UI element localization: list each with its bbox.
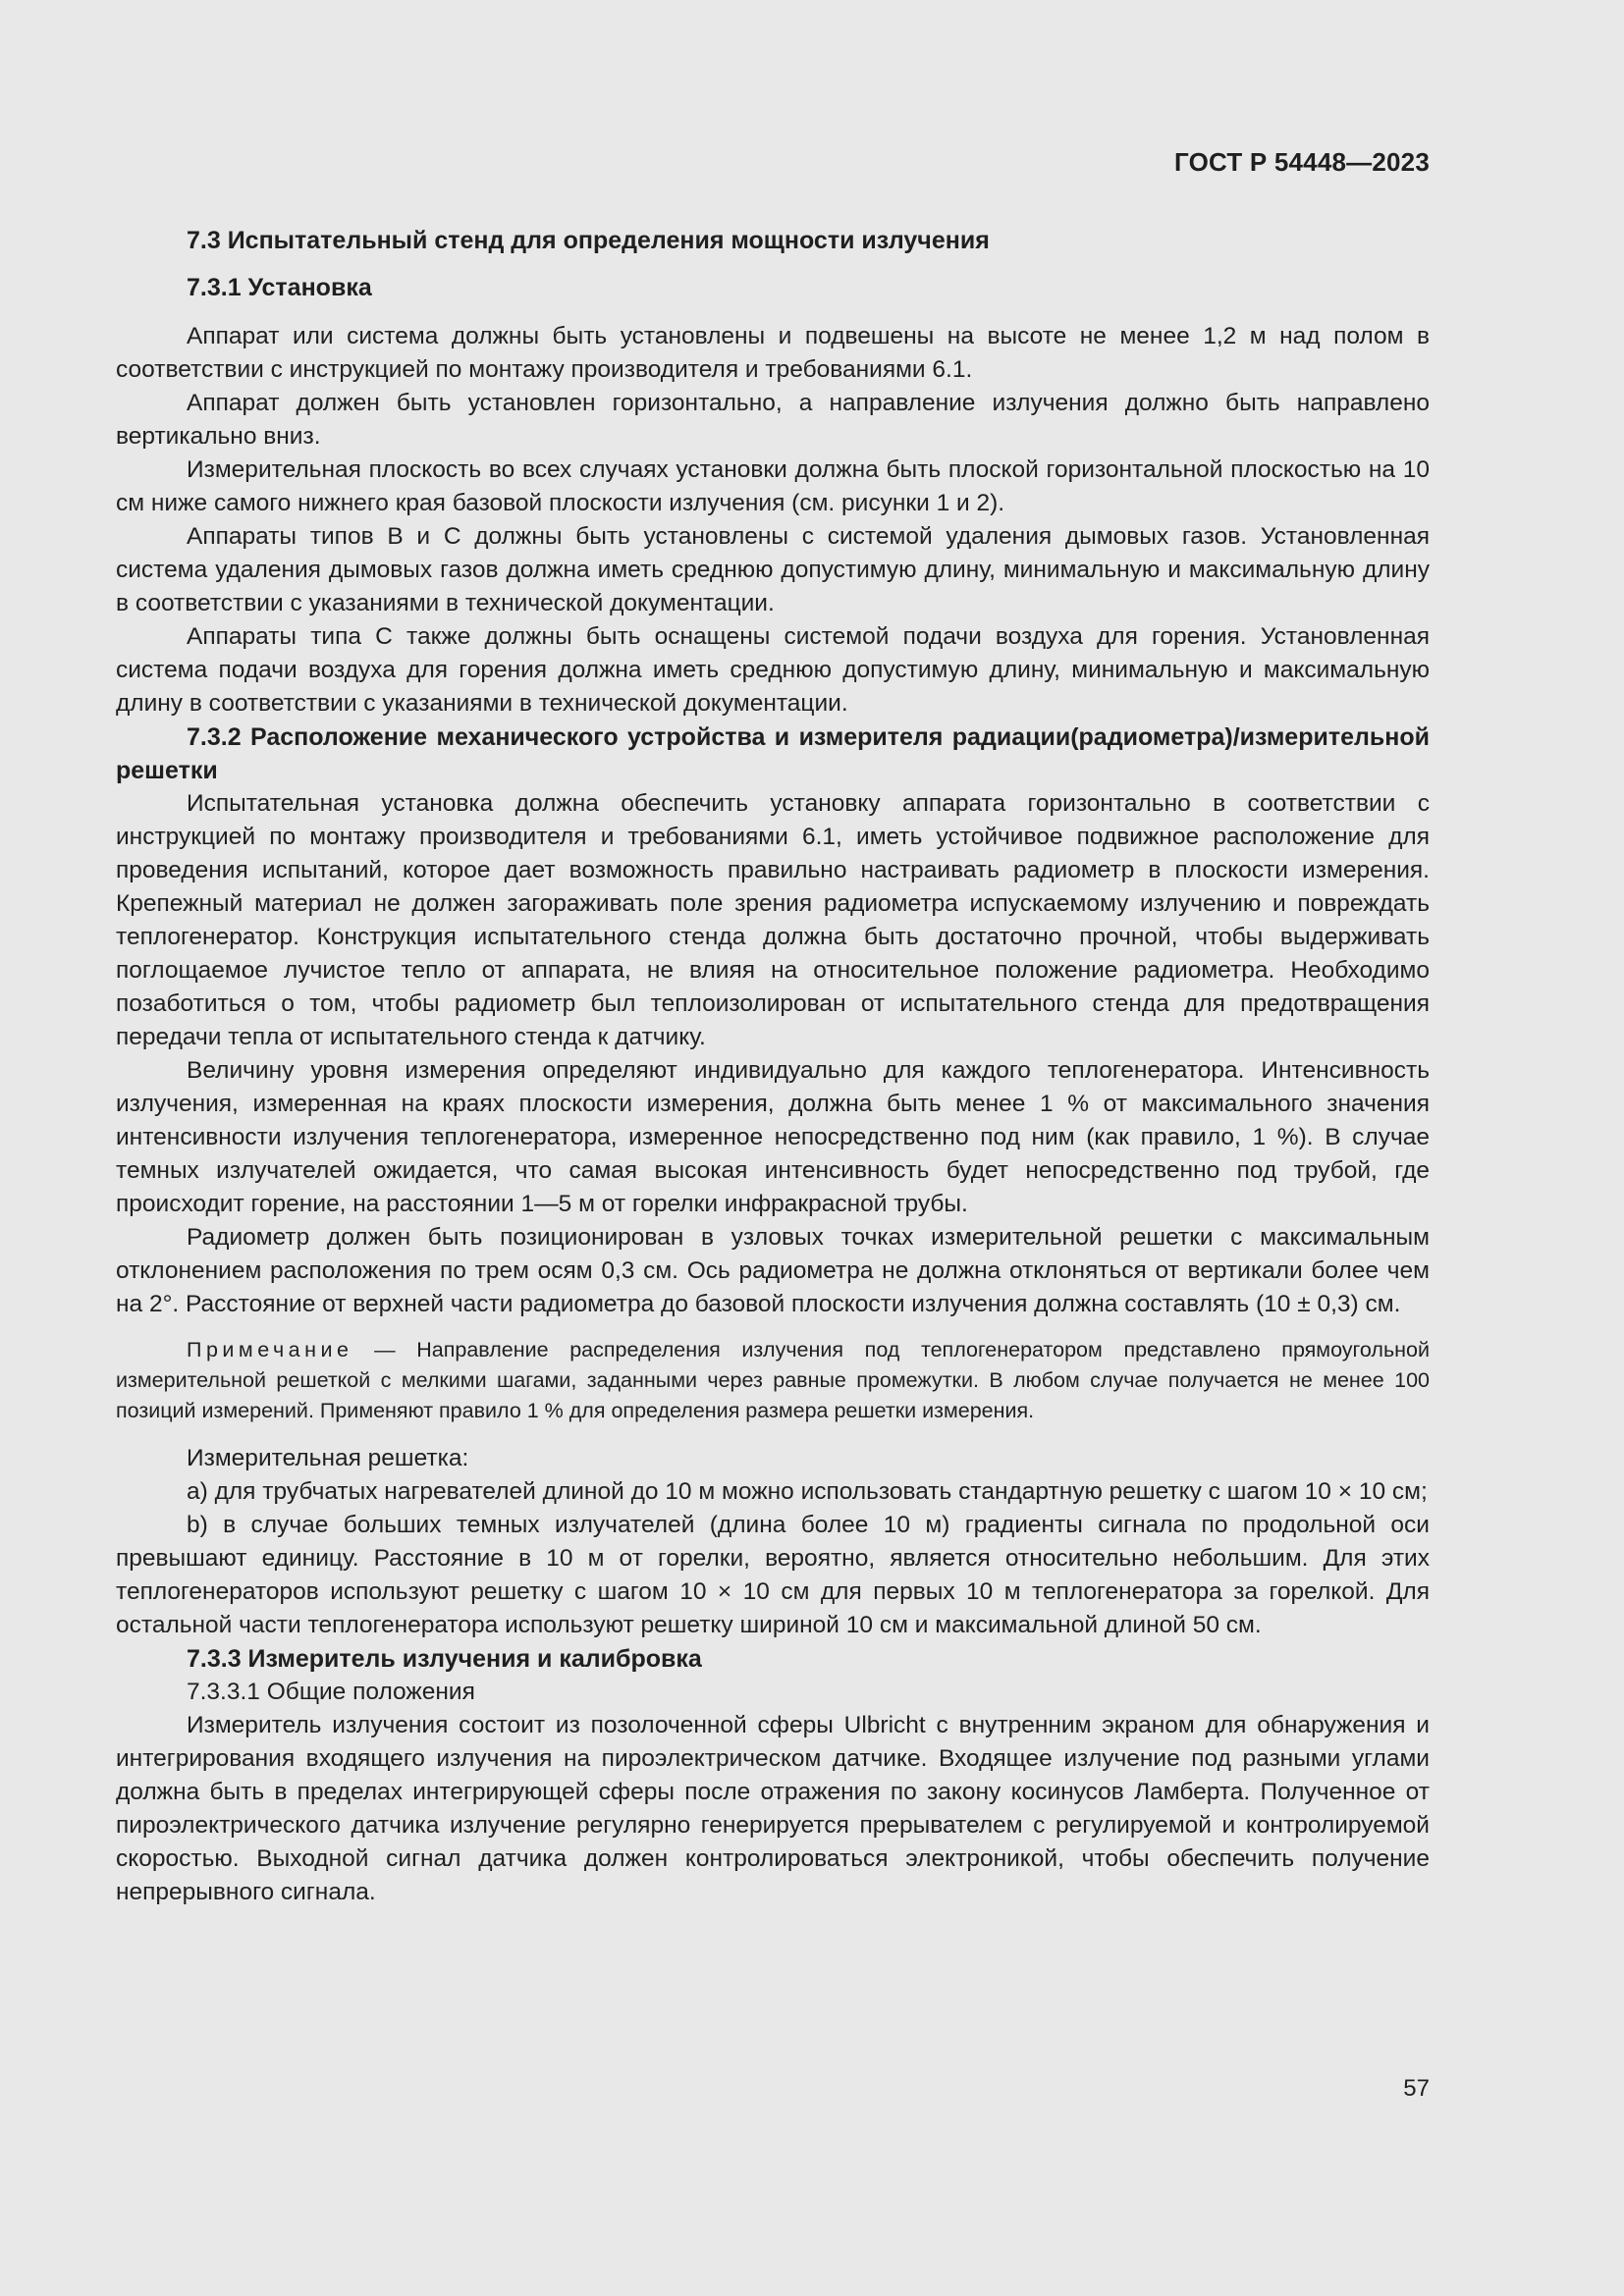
paragraph: Измеритель излучения состоит из позолоченной сферы Ulbricht с внутренним экраном для обнаружения и интегрирования входящего излучения на пироэлектрическом датчике. Входящее излучение под разными углами должна быть в пределах интегрирующей сферы после отражения по закону косинусов Ламберта. Полученное от пироэлектрического датчика излучение регулярно генерируется прерывателем с регулируемой и контролируемой скоростью. Выходной сигнал датчика должен контролироваться электроникой, чтобы обеспечить получение непрерывного сигнала. [116, 1712, 1430, 1905]
paragraph: Аппараты типа С также должны быть оснащены системой подачи воздуха для горения. Установленная система подачи воздуха для горения должна иметь среднюю допустимую длину, минимальную и максимальную длину в соответствии с указаниями в технической документации. [116, 623, 1430, 717]
section-heading-7-3-3: 7.3.3 Измеритель излучения и калибровка [187, 1645, 702, 1673]
section-heading-7-3-2: 7.3.2 Расположение механического устройства и измерителя радиации(радиометра)/измерительной решетки [116, 723, 1430, 784]
list-item: a) для трубчатых нагревателей длиной до 10 м можно использовать стандартную решетку с шагом 10 × 10 см; [187, 1478, 1428, 1505]
paragraph: Измерительная плоскость во всех случаях установки должна быть плоской горизонтальной плоскостью на 10 см ниже самого нижнего края базовой плоскости излучения (см. рисунки 1 и 2). [116, 456, 1430, 516]
paragraph: Радиометр должен быть позиционирован в узловых точках измерительной решетки с максимальным отклонением расположения по трем осям 0,3 см. Ось радиометра не должна отклоняться от вертикали более чем на 2°. Расстояние от верхней части радиометра до базовой плоскости излучения должна составлять (10 ± 0,3) см. [116, 1224, 1430, 1317]
section-heading-7-3-1: 7.3.1 Установка [187, 274, 372, 301]
page-content [116, 224, 1430, 1909]
list-item: b) в случае больших темных излучателей (длина более 10 м) градиенты сигнала по продольной оси превышают единицу. Расстояние в 10 м от горелки, вероятно, является относительно небольшим. Для этих теплогенераторов используют решетку с шагом 10 × 10 см для первых 10 м теплогенератора за горелкой. Для остальной части теплогенератора используют решетку шириной 10 см и максимальной длиной 50 см. [116, 1512, 1430, 1638]
standard-header: ГОСТ Р 54448—2023 [1174, 147, 1430, 177]
note-text: — Направление распределения излучения под теплогенератором представлено прямоугольной измерительной решеткой с мелкими шагами, заданными через равные промежутки. В любом случае получается не менее 100 позиций измерений. Применяют правило 1 % для определения размера решетки измерения. [116, 1338, 1430, 1422]
paragraph: Величину уровня измерения определяют индивидуально для каждого теплогенератора. Интенсивность излучения, измеренная на краях плоскости измерения, должна быть менее 1 % от максимального значения интенсивности излучения теплогенератора, измеренное непосредственно под ним (как правило, 1 %). В случае темных излучателей ожидается, что самая высокая интенсивность будет непосредственно под трубой, где происходит горение, на расстоянии 1—5 м от горелки инфракрасной трубы. [116, 1057, 1430, 1217]
paragraph: Испытательная установка должна обеспечить установку аппарата горизонтально в соответствии с инструкцией по монтажу производителя и требованиями 6.1, иметь устойчивое подвижное расположение для проведения испытаний, которое дает возможность правильно настраивать радиометр в плоскости измерения. Крепежный материал не должен загораживать поле зрения радиометра испускаемому излучению и повреждать теплогенератор. Конструкция испытательного стенда должна быть достаточно прочной, чтобы выдерживать поглощаемое лучистое тепло от аппарата, не влияя на относительное положение радиометра. Необходимо позаботиться о том, чтобы радиометр был теплоизолирован от испытательного стенда для предотвращения передачи тепла от испытательного стенда к датчику. [116, 790, 1430, 1050]
note-label: Примечание [187, 1338, 353, 1362]
paragraph: Аппарат или система должны быть установлены и подвешены на высоте не менее 1,2 м над полом в соответствии с инструкцией по монтажу производителя и требованиями 6.1. [116, 323, 1430, 383]
paragraph: Измерительная решетка: [187, 1445, 469, 1471]
page-number: 57 [1403, 2075, 1430, 2102]
paragraph: Аппарат должен быть установлен горизонтально, а направление излучения должно быть направлено вертикально вниз. [116, 390, 1430, 450]
paragraph: Аппараты типов В и С должны быть установлены с системой удаления дымовых газов. Установленная система удаления дымовых газов должна иметь среднюю допустимую длину, минимальную и максимальную длину в соответствии с указаниями в технической документации. [116, 523, 1430, 616]
section-heading-7-3-3-1: 7.3.3.1 Общие положения [187, 1679, 475, 1705]
note [116, 1335, 1430, 1426]
section-heading-7-3: 7.3 Испытательный стенд для определения мощности излучения [187, 227, 990, 254]
